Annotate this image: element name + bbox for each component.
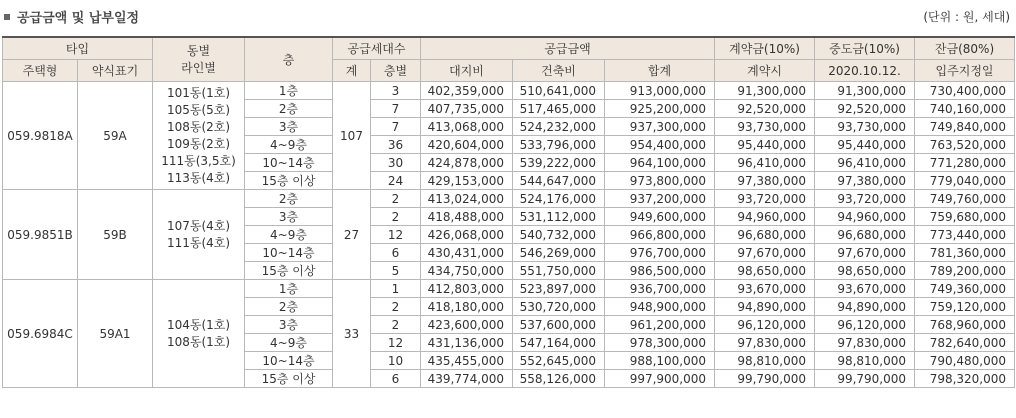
- floor-cell: 4~9층: [245, 136, 333, 154]
- floor-cell: 15층 이상: [245, 262, 333, 280]
- sum-price-cell: 948,900,000: [605, 298, 715, 316]
- land-price-cell: 420,604,000: [421, 136, 513, 154]
- building-price-cell: 530,720,000: [513, 298, 605, 316]
- unit-note: (단위 : 원, 세대): [923, 10, 1010, 24]
- land-price-cell: 412,803,000: [421, 280, 513, 298]
- balance-cell: 730,400,000: [915, 82, 1015, 100]
- total-units-cell: 27: [333, 190, 371, 280]
- land-price-cell: 423,600,000: [421, 316, 513, 334]
- floor-units-cell: 2: [371, 190, 421, 208]
- middle-cell: 93,730,000: [815, 118, 915, 136]
- header-floor: 층: [245, 37, 333, 82]
- balance-cell: 768,960,000: [915, 316, 1015, 334]
- floor-cell: 15층 이상: [245, 370, 333, 388]
- price-schedule-table: [2, 36, 1015, 388]
- land-price-cell: 413,068,000: [421, 118, 513, 136]
- header-land: 대지비: [421, 60, 513, 82]
- dong-line-item: 104동(1호): [166, 317, 231, 332]
- floor-cell: 10~14층: [245, 352, 333, 370]
- balance-cell: 749,760,000: [915, 190, 1015, 208]
- floor-cell: 15층 이상: [245, 172, 333, 190]
- header-supply-units: 공급세대수: [333, 37, 421, 60]
- contract-cell: 92,520,000: [715, 100, 815, 118]
- contract-cell: 93,720,000: [715, 190, 815, 208]
- sum-price-cell: 978,300,000: [605, 334, 715, 352]
- balance-cell: 779,040,000: [915, 172, 1015, 190]
- contract-cell: 96,410,000: [715, 154, 815, 172]
- building-price-cell: 552,645,000: [513, 352, 605, 370]
- dong-line-cell: [153, 190, 245, 280]
- dong-line-item: 111동(3,5호): [161, 153, 236, 168]
- middle-cell: 99,790,000: [815, 370, 915, 388]
- sum-price-cell: 964,100,000: [605, 154, 715, 172]
- floor-cell: 1층: [245, 82, 333, 100]
- land-price-cell: 434,750,000: [421, 262, 513, 280]
- balance-cell: 763,520,000: [915, 136, 1015, 154]
- header-abbr: 약식표기: [78, 60, 153, 82]
- balance-cell: 781,360,000: [915, 244, 1015, 262]
- contract-cell: 96,120,000: [715, 316, 815, 334]
- sum-price-cell: 913,000,000: [605, 82, 715, 100]
- dong-line-cell: [153, 280, 245, 388]
- contract-cell: 96,680,000: [715, 226, 815, 244]
- contract-cell: 97,670,000: [715, 244, 815, 262]
- sum-price-cell: 954,400,000: [605, 136, 715, 154]
- sum-price-cell: 937,200,000: [605, 190, 715, 208]
- dong-line-item: 113동(4호): [166, 170, 231, 185]
- sum-price-cell: 937,300,000: [605, 118, 715, 136]
- sum-price-cell: 966,800,000: [605, 226, 715, 244]
- sum-price-cell: 973,800,000: [605, 172, 715, 190]
- middle-cell: 94,960,000: [815, 208, 915, 226]
- building-price-cell: 551,750,000: [513, 262, 605, 280]
- land-price-cell: 402,359,000: [421, 82, 513, 100]
- building-price-cell: 547,164,000: [513, 334, 605, 352]
- housing-type-cell: 059.9818A: [3, 82, 78, 190]
- floor-units-cell: 24: [371, 172, 421, 190]
- land-price-cell: 407,735,000: [421, 100, 513, 118]
- table-row: [3, 280, 1015, 298]
- header-dong-line: [153, 37, 245, 82]
- middle-cell: 97,670,000: [815, 244, 915, 262]
- abbr-cell: 59A: [78, 82, 153, 190]
- floor-cell: 2층: [245, 100, 333, 118]
- balance-cell: 749,840,000: [915, 118, 1015, 136]
- table-row: [3, 190, 1015, 208]
- table-body: [3, 82, 1015, 388]
- land-price-cell: 413,024,000: [421, 190, 513, 208]
- floor-cell: 10~14층: [245, 244, 333, 262]
- header-housing-type: 주택형: [3, 60, 78, 82]
- balance-cell: 771,280,000: [915, 154, 1015, 172]
- dong-line-item: 111동(4호): [166, 235, 231, 250]
- land-price-cell: 429,153,000: [421, 172, 513, 190]
- building-price-cell: 540,732,000: [513, 226, 605, 244]
- middle-cell: 97,380,000: [815, 172, 915, 190]
- balance-cell: 749,360,000: [915, 280, 1015, 298]
- header-floor-units: 층별: [371, 60, 421, 82]
- middle-cell: 98,650,000: [815, 262, 915, 280]
- floor-units-cell: 1: [371, 280, 421, 298]
- sum-price-cell: 997,900,000: [605, 370, 715, 388]
- balance-cell: 790,480,000: [915, 352, 1015, 370]
- balance-cell: 789,200,000: [915, 262, 1015, 280]
- header-sum: 합계: [605, 60, 715, 82]
- building-price-cell: 537,600,000: [513, 316, 605, 334]
- header-contract: 계약금(10%): [715, 37, 815, 60]
- floor-cell: 3층: [245, 118, 333, 136]
- dong-line-item: 107동(4호): [166, 218, 231, 233]
- sum-price-cell: 988,100,000: [605, 352, 715, 370]
- header-balance: 잔금(80%): [915, 37, 1015, 60]
- building-price-cell: 544,647,000: [513, 172, 605, 190]
- sum-price-cell: 925,200,000: [605, 100, 715, 118]
- header-line: 라인별: [181, 60, 216, 75]
- contract-cell: 98,810,000: [715, 352, 815, 370]
- balance-cell: 759,120,000: [915, 298, 1015, 316]
- middle-cell: 91,300,000: [815, 82, 915, 100]
- floor-units-cell: 36: [371, 136, 421, 154]
- dong-line-item: 105동(5호): [166, 102, 231, 117]
- floor-units-cell: 7: [371, 118, 421, 136]
- floor-cell: 1층: [245, 280, 333, 298]
- floor-units-cell: 3: [371, 82, 421, 100]
- total-units-cell: 107: [333, 82, 371, 190]
- building-price-cell: 558,126,000: [513, 370, 605, 388]
- building-price-cell: 539,222,000: [513, 154, 605, 172]
- balance-cell: 759,680,000: [915, 208, 1015, 226]
- building-price-cell: 524,176,000: [513, 190, 605, 208]
- balance-cell: 740,160,000: [915, 100, 1015, 118]
- header-supply-price: 공급금액: [421, 37, 715, 60]
- contract-cell: 93,730,000: [715, 118, 815, 136]
- middle-cell: 94,890,000: [815, 298, 915, 316]
- header-balance-sub: 입주지정일: [915, 60, 1015, 82]
- dong-line-item: 109동(2호): [166, 136, 231, 151]
- land-price-cell: 426,068,000: [421, 226, 513, 244]
- floor-units-cell: 2: [371, 298, 421, 316]
- contract-cell: 91,300,000: [715, 82, 815, 100]
- floor-units-cell: 12: [371, 334, 421, 352]
- dong-line-item: 101동(1호): [166, 85, 231, 100]
- section-header: [0, 0, 1016, 32]
- sum-price-cell: 986,500,000: [605, 262, 715, 280]
- floor-units-cell: 7: [371, 100, 421, 118]
- floor-cell: 4~9층: [245, 334, 333, 352]
- middle-cell: 93,670,000: [815, 280, 915, 298]
- balance-cell: 782,640,000: [915, 334, 1015, 352]
- balance-cell: 798,320,000: [915, 370, 1015, 388]
- contract-cell: 98,650,000: [715, 262, 815, 280]
- floor-units-cell: 6: [371, 370, 421, 388]
- floor-cell: 4~9층: [245, 226, 333, 244]
- contract-cell: 94,960,000: [715, 208, 815, 226]
- sum-price-cell: 936,700,000: [605, 280, 715, 298]
- floor-units-cell: 2: [371, 208, 421, 226]
- land-price-cell: 418,488,000: [421, 208, 513, 226]
- building-price-cell: 531,112,000: [513, 208, 605, 226]
- floor-cell: 2층: [245, 298, 333, 316]
- land-price-cell: 439,774,000: [421, 370, 513, 388]
- contract-cell: 97,830,000: [715, 334, 815, 352]
- housing-type-cell: 059.9851B: [3, 190, 78, 280]
- table-head: [3, 37, 1015, 82]
- middle-cell: 92,520,000: [815, 100, 915, 118]
- abbr-cell: 59A1: [78, 280, 153, 388]
- section-title: [4, 7, 139, 26]
- header-type: 타입: [3, 37, 153, 60]
- sum-price-cell: 961,200,000: [605, 316, 715, 334]
- middle-cell: 98,810,000: [815, 352, 915, 370]
- abbr-cell: 59B: [78, 190, 153, 280]
- floor-units-cell: 30: [371, 154, 421, 172]
- dong-line-item: 108동(2호): [166, 119, 231, 134]
- section-title-text: 공급금액 및 납부일정: [17, 11, 140, 26]
- building-price-cell: 517,465,000: [513, 100, 605, 118]
- total-units-cell: 33: [333, 280, 371, 388]
- header-contract-sub: 계약시: [715, 60, 815, 82]
- contract-cell: 97,380,000: [715, 172, 815, 190]
- floor-units-cell: 2: [371, 316, 421, 334]
- land-price-cell: 424,878,000: [421, 154, 513, 172]
- middle-cell: 95,440,000: [815, 136, 915, 154]
- housing-type-cell: 059.6984C: [3, 280, 78, 388]
- middle-cell: 96,120,000: [815, 316, 915, 334]
- header-total-units: 계: [333, 60, 371, 82]
- land-price-cell: 431,136,000: [421, 334, 513, 352]
- header-building: 건축비: [513, 60, 605, 82]
- floor-units-cell: 10: [371, 352, 421, 370]
- header-middle-sub: 2020.10.12.: [815, 60, 915, 82]
- contract-cell: 94,890,000: [715, 298, 815, 316]
- header-dong: 동별: [186, 43, 211, 58]
- land-price-cell: 430,431,000: [421, 244, 513, 262]
- middle-cell: 96,680,000: [815, 226, 915, 244]
- contract-cell: 93,670,000: [715, 280, 815, 298]
- floor-cell: 3층: [245, 208, 333, 226]
- building-price-cell: 546,269,000: [513, 244, 605, 262]
- dong-line-cell: [153, 82, 245, 190]
- sum-price-cell: 949,600,000: [605, 208, 715, 226]
- floor-cell: 2층: [245, 190, 333, 208]
- middle-cell: 93,720,000: [815, 190, 915, 208]
- floor-cell: 10~14층: [245, 154, 333, 172]
- floor-cell: 3층: [245, 316, 333, 334]
- floor-units-cell: 6: [371, 244, 421, 262]
- building-price-cell: 523,897,000: [513, 280, 605, 298]
- floor-units-cell: 5: [371, 262, 421, 280]
- contract-cell: 95,440,000: [715, 136, 815, 154]
- contract-cell: 99,790,000: [715, 370, 815, 388]
- balance-cell: 773,440,000: [915, 226, 1015, 244]
- land-price-cell: 418,180,000: [421, 298, 513, 316]
- header-middle: 중도금(10%): [815, 37, 915, 60]
- building-price-cell: 510,641,000: [513, 82, 605, 100]
- middle-cell: 96,410,000: [815, 154, 915, 172]
- dong-line-item: 108동(1호): [166, 334, 231, 349]
- sum-price-cell: 976,700,000: [605, 244, 715, 262]
- land-price-cell: 435,455,000: [421, 352, 513, 370]
- square-bullet-icon: [4, 14, 10, 20]
- middle-cell: 97,830,000: [815, 334, 915, 352]
- floor-units-cell: 12: [371, 226, 421, 244]
- table-row: [3, 82, 1015, 100]
- building-price-cell: 533,796,000: [513, 136, 605, 154]
- building-price-cell: 524,232,000: [513, 118, 605, 136]
